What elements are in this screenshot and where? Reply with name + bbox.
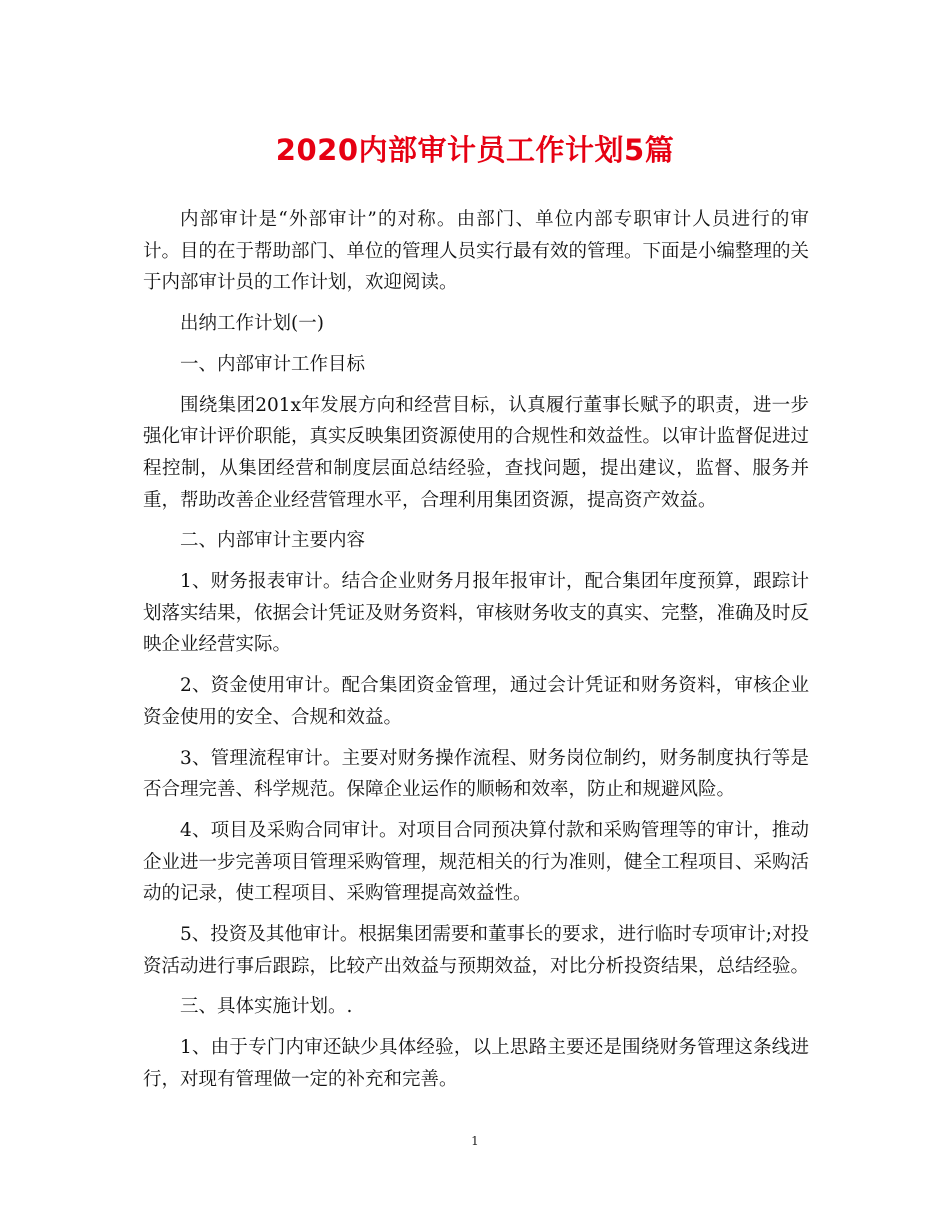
body-paragraph: 围绕集团201x年发展方向和经营目标，认真履行董事长赋予的职责，进一步强化审计评价职能，真实反映集团资源使用的合规性和效益性。以审计监督促进过程控制，从集团经营和制度层面总结经验，查找问题，提出建议，监督、服务并重，帮助改善企业经营管理水平，合理利用集团资源，提高资产效益。 (143, 394, 810, 511)
body-paragraph: 1、由于专门内审还缺少具体经验，以上思路主要还是围绕财务管理这条线进行，对现有管理做一定的补充和完善。 (143, 1037, 809, 1090)
section-heading: 一、内部审计工作目标 (180, 353, 366, 375)
section-heading: 出纳工作计划(一) (180, 313, 324, 335)
body-paragraph: 2、资金使用审计。配合集团资金管理，通过会计凭证和财务资料，审核企业资金使用的安全、合规和效益。 (143, 675, 809, 728)
document-title: 2020内部审计员工作计划5篇 (275, 133, 675, 167)
section-heading: 三、具体实施计划。. (180, 996, 353, 1018)
intro-paragraph: 内部审计是“外部审计”的对称。由部门、单位内部专职审计人员进行的审计。目的在于帮助部门、单位的管理人员实行最有效的管理。下面是小编整理的关于内部审计员的工作计划，欢迎阅读。 (143, 209, 810, 294)
document-body (143, 204, 809, 1105)
page-number: 1 (471, 1134, 479, 1148)
body-paragraph: 4、项目及采购合同审计。对项目合同预决算付款和采购管理等的审计，推动企业进一步完善项目管理采购管理，规范相关的行为准则，健全工程项目、采购活动的记录，使工程项目、采购管理提高效益性。 (143, 819, 810, 905)
section-heading: 二、内部审计主要内容 (180, 530, 366, 552)
body-paragraph: 5、投资及其他审计。根据集团需要和董事长的要求，进行临时专项审计;对投资活动进行事后跟踪，比较产出效益与预期效益，对比分析投资结果，总结经验。 (143, 924, 810, 977)
body-paragraph: 3、管理流程审计。主要对财务操作流程、财务岗位制约，财务制度执行等是否合理完善、科学规范。保障企业运作的顺畅和效率，防止和规避风险。 (143, 747, 809, 801)
body-paragraph: 1、财务报表审计。结合企业财务月报年报审计，配合集团年度预算，跟踪计划落实结果，依据会计凭证及财务资料，审核财务收支的真实、完整，准确及时反映企业经营实际。 (143, 571, 810, 656)
